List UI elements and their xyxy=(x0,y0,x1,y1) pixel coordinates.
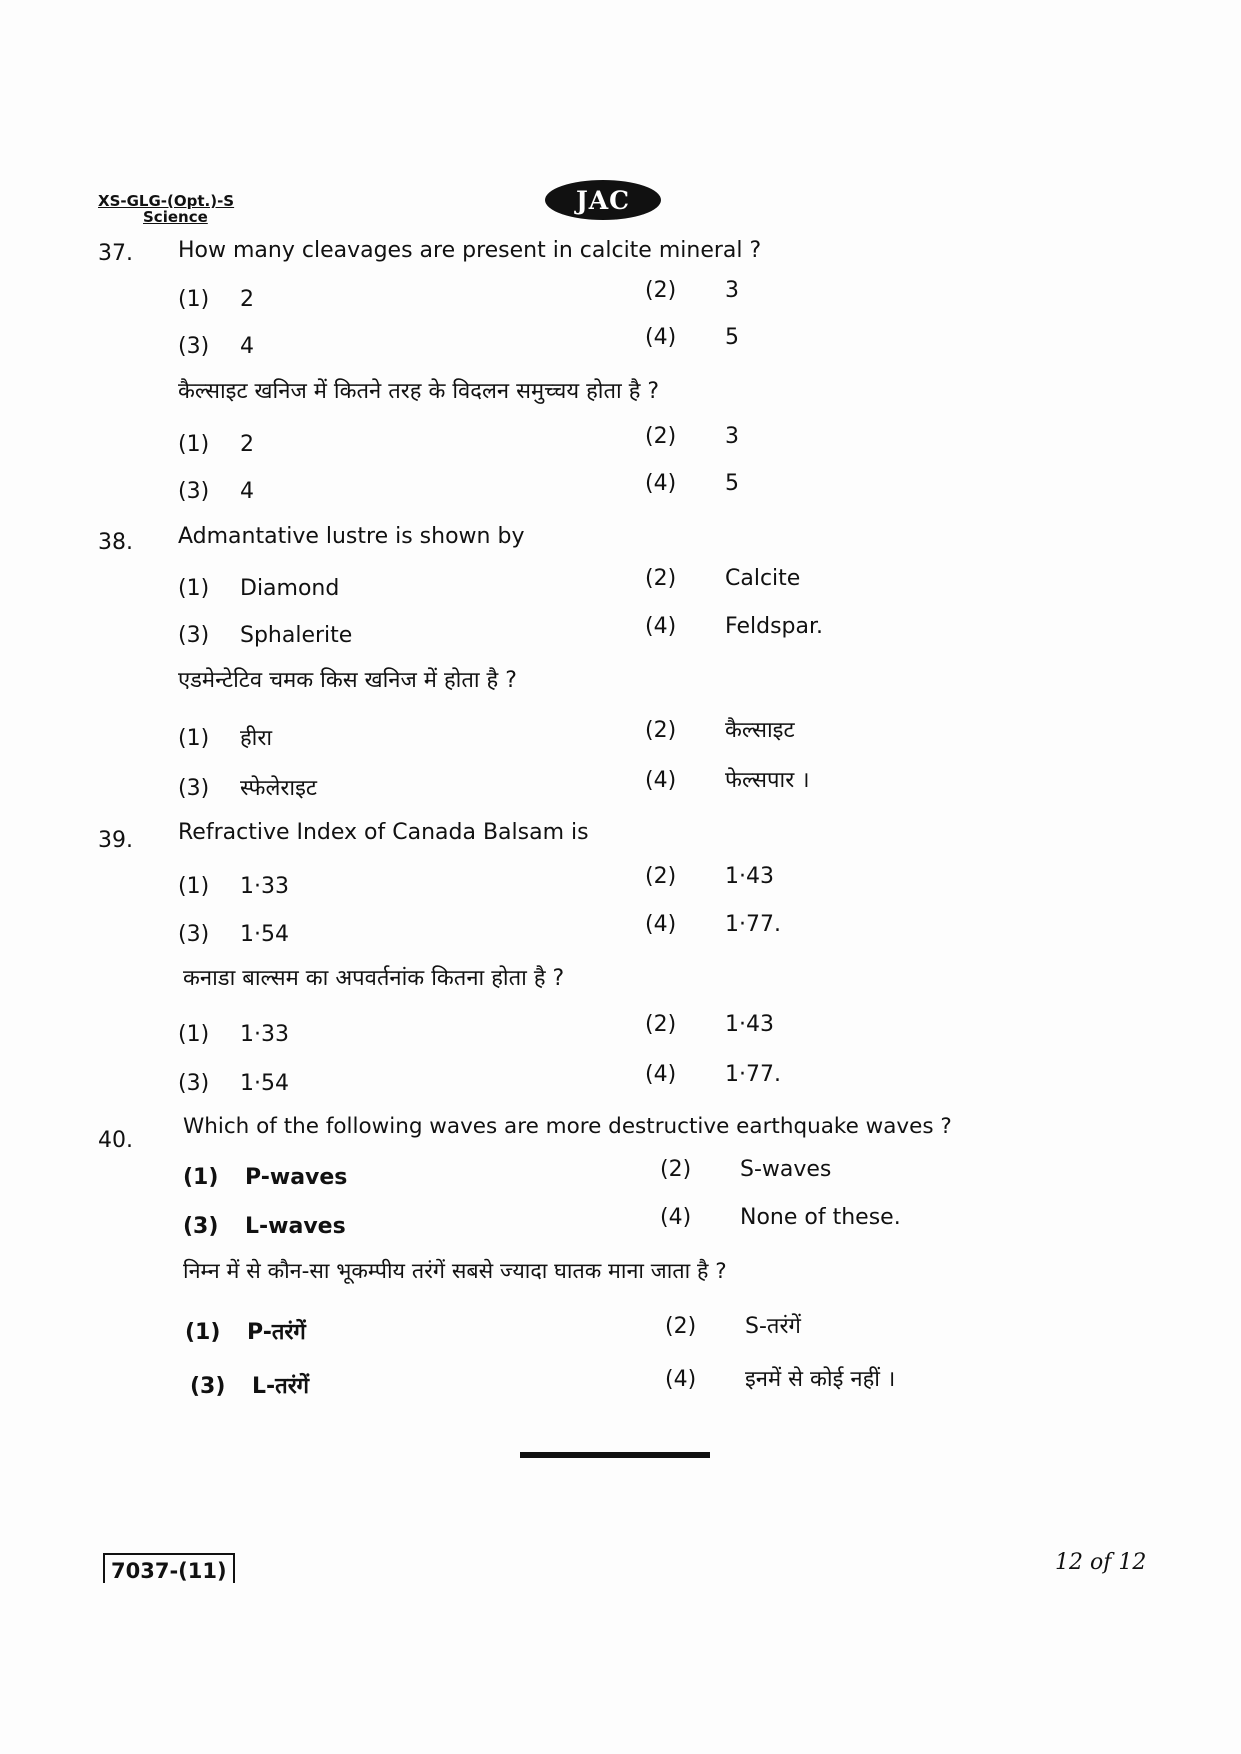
option-text: 1·54 xyxy=(240,922,289,947)
option-text: 1·77. xyxy=(725,1062,781,1087)
option-text: Diamond xyxy=(240,576,340,601)
option-number: (4) xyxy=(645,614,677,639)
option-number: (1) xyxy=(178,432,210,457)
option-4-en xyxy=(660,1205,901,1230)
option-2-hi xyxy=(645,424,739,449)
question-number: 40. xyxy=(98,1128,133,1153)
option-text: Sphalerite xyxy=(240,623,353,648)
option-text: 3 xyxy=(725,424,739,449)
option-text: हीरा xyxy=(240,726,273,751)
question-text-en: Which of the following waves are more destructive earthquake waves ? xyxy=(183,1114,952,1139)
option-text: L-waves xyxy=(245,1214,346,1239)
option-3-hi xyxy=(178,479,254,504)
option-text: 1·77. xyxy=(725,912,781,937)
option-text: S-तरंगें xyxy=(745,1314,801,1339)
option-number: (4) xyxy=(665,1367,697,1392)
option-1-hi xyxy=(178,432,254,457)
question-text-en: Refractive Index of Canada Balsam is xyxy=(178,820,589,845)
option-4-en xyxy=(645,325,739,350)
option-text: 1·33 xyxy=(240,1022,289,1047)
option-number: (4) xyxy=(645,912,677,937)
paper-code xyxy=(98,193,234,225)
jac-logo xyxy=(545,180,661,220)
question-number: 38. xyxy=(98,530,133,555)
option-text: P-waves xyxy=(245,1165,348,1190)
option-2-hi xyxy=(645,1012,774,1037)
option-1-en xyxy=(178,874,289,899)
option-number: (1) xyxy=(178,874,210,899)
paper-code-line: XS-GLG-(Opt.)-S xyxy=(98,192,235,210)
question-number: 39. xyxy=(98,828,133,853)
option-number: (2) xyxy=(645,864,677,889)
option-text: 3 xyxy=(725,278,739,303)
paper-subject: Science xyxy=(143,208,208,226)
option-text: कैल्साइट xyxy=(725,718,795,743)
option-4-hi xyxy=(665,1363,895,1393)
option-text: 5 xyxy=(725,471,739,496)
option-number: (4) xyxy=(645,768,677,793)
option-number: (3) xyxy=(178,479,210,504)
option-number: (3) xyxy=(178,623,210,648)
option-text: 4 xyxy=(240,334,254,359)
question-text-hi: कैल्साइट खनिज में कितने तरह के विदलन समुच्चय होता है ? xyxy=(178,379,660,404)
option-3-en xyxy=(178,922,289,947)
option-text: इनमें से कोई नहीं । xyxy=(745,1367,896,1392)
option-1-hi xyxy=(178,1022,289,1047)
option-text: 2 xyxy=(240,287,254,312)
option-4-hi xyxy=(645,764,810,794)
option-number: (4) xyxy=(645,1062,677,1087)
option-number: (2) xyxy=(660,1157,692,1182)
option-text: 2 xyxy=(240,432,254,457)
option-text: 1·33 xyxy=(240,874,289,899)
option-number: (2) xyxy=(645,1012,677,1037)
option-text: P-तरंगें xyxy=(247,1320,306,1345)
question-text-en: Admantative lustre is shown by xyxy=(178,524,525,549)
option-number: (3) xyxy=(183,1214,219,1239)
question-number: 37. xyxy=(98,241,133,266)
option-number: (1) xyxy=(178,726,210,751)
option-number: (3) xyxy=(178,334,210,359)
option-2-en xyxy=(645,864,774,889)
option-number: (1) xyxy=(183,1165,219,1190)
option-2-en xyxy=(645,278,739,303)
option-number: (1) xyxy=(178,1022,210,1047)
option-3-en xyxy=(178,334,254,359)
option-4-hi xyxy=(645,471,739,496)
question-text-en: How many cleavages are present in calcite mineral ? xyxy=(178,238,762,263)
option-number: (1) xyxy=(178,576,210,601)
option-2-en xyxy=(660,1157,831,1182)
option-1-hi xyxy=(178,722,272,752)
option-number: (4) xyxy=(645,325,677,350)
option-text: 5 xyxy=(725,325,739,350)
option-2-hi xyxy=(665,1310,801,1340)
option-text: स्फेलेराइट xyxy=(240,776,318,801)
footer-paper-code: 7037-(11) xyxy=(103,1553,235,1583)
option-number: (4) xyxy=(645,471,677,496)
option-number: (2) xyxy=(665,1314,697,1339)
option-1-en xyxy=(183,1165,347,1190)
option-text: 4 xyxy=(240,479,254,504)
jac-logo-text: JAC xyxy=(575,185,631,215)
option-2-en xyxy=(645,566,800,591)
option-text: L-तरंगें xyxy=(252,1374,310,1399)
option-text: 1·43 xyxy=(725,1012,774,1037)
option-3-en xyxy=(183,1214,346,1239)
option-text: None of these. xyxy=(740,1205,901,1230)
option-number: (2) xyxy=(645,566,677,591)
option-1-en xyxy=(178,576,339,601)
option-3-hi xyxy=(190,1370,309,1400)
option-text: 1·43 xyxy=(725,864,774,889)
option-number: (1) xyxy=(185,1320,221,1345)
option-number: (3) xyxy=(178,1071,210,1096)
option-3-en xyxy=(178,623,352,648)
option-4-en xyxy=(645,614,823,639)
option-number: (3) xyxy=(190,1374,226,1399)
option-4-hi xyxy=(645,1062,781,1087)
option-number: (2) xyxy=(645,424,677,449)
option-3-hi xyxy=(178,772,317,802)
option-text: Calcite xyxy=(725,566,801,591)
option-number: (3) xyxy=(178,922,210,947)
option-text: फेल्सपार । xyxy=(725,768,810,793)
option-number: (3) xyxy=(178,776,210,801)
question-text-hi: निम्न में से कौन-सा भूकम्पीय तरंगें सबसे ज्यादा घातक माना जाता है ? xyxy=(183,1259,727,1284)
page-number: 12 of 12 xyxy=(1055,1550,1147,1575)
option-number: (2) xyxy=(645,718,677,743)
option-number: (1) xyxy=(178,287,210,312)
option-1-hi xyxy=(185,1316,306,1346)
question-text-hi: एडमेन्टेटिव चमक किस खनिज में होता है ? xyxy=(178,668,517,693)
option-text: S-waves xyxy=(740,1157,832,1182)
option-1-en xyxy=(178,287,254,312)
question-text-hi: कनाडा बाल्सम का अपवर्तनांक कितना होता है ? xyxy=(183,966,565,991)
option-number: (4) xyxy=(660,1205,692,1230)
option-number: (2) xyxy=(645,278,677,303)
option-3-hi xyxy=(178,1071,289,1096)
end-divider xyxy=(520,1452,710,1458)
option-4-en xyxy=(645,912,781,937)
option-2-hi xyxy=(645,714,795,744)
option-text: Feldspar. xyxy=(725,614,823,639)
option-text: 1·54 xyxy=(240,1071,289,1096)
